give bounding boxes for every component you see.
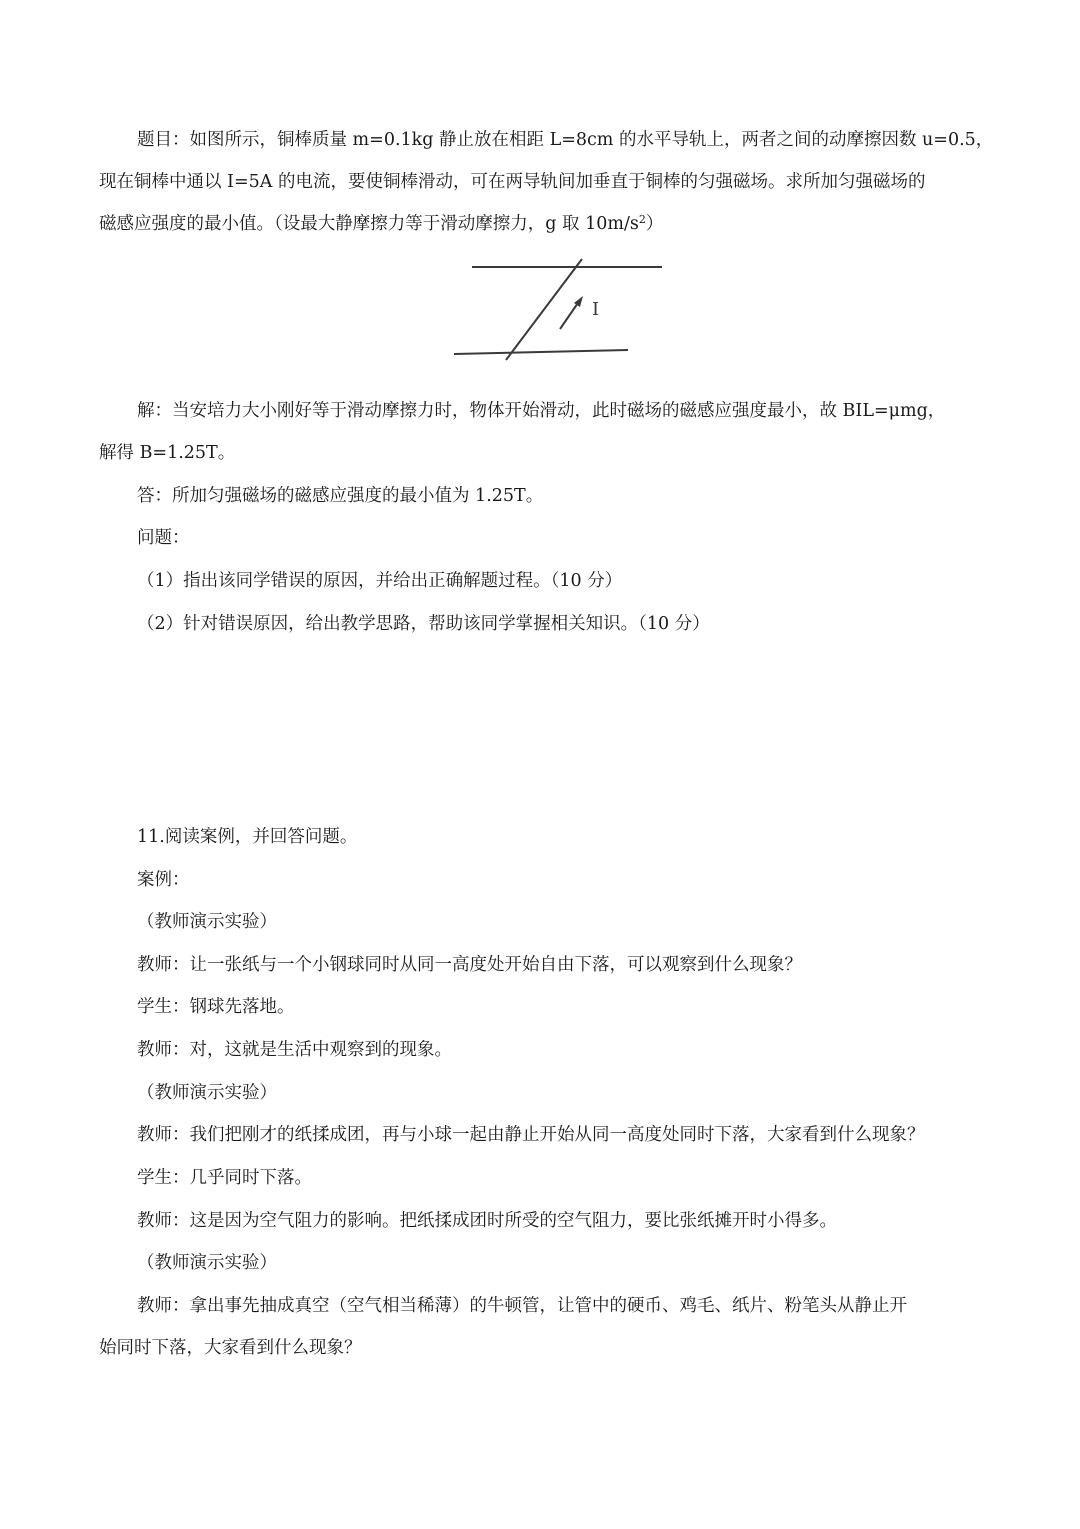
- teacher-line-1: 教师：让一张纸与一个小钢球同时从同一高度处开始自由下落，可以观察到什么现象？: [137, 955, 802, 975]
- question-2: （2）针对错误原因，给出教学思路，帮助该同学掌握相关知识。（10 分）: [137, 614, 710, 634]
- current-label: I: [592, 299, 600, 320]
- problem-line-1: 题目：如图所示，铜棒质量 m=0.1kg 静止放在相距 L=8cm 的水平导轨上，两者之间的动摩擦因数 u=0.5，: [137, 130, 994, 150]
- answer-line: 答：所加匀强磁场的磁感应强度的最小值为 1.25T。: [137, 486, 544, 506]
- lower-rail: [454, 350, 628, 354]
- teacher-demo-1: （教师演示实验）: [137, 912, 277, 932]
- teacher-line-3: 教师：我们把刚才的纸揉成团，再与小球一起由静止开始从同一高度处同时下落，大家看到什么现象？: [137, 1125, 925, 1145]
- problem-line-2: 现在铜棒中通以 I=5A 的电流，要使铜棒滑动，可在两导轨间加垂直于铜棒的匀强磁场。求所加匀强磁场的: [99, 172, 926, 192]
- case-label: 案例：: [137, 870, 190, 890]
- solution-line-2: 解得 B=1.25T。: [99, 443, 236, 463]
- problem-line-3: [99, 212, 989, 236]
- teacher-line-2: 教师：对，这就是生活中观察到的现象。: [137, 1040, 452, 1060]
- problem-line-3-text: 磁感应强度的最小值。（设最大静摩擦力等于滑动摩擦力，g 取 10m/s: [99, 214, 639, 234]
- teacher-demo-2: （教师演示实验）: [137, 1083, 277, 1103]
- rail-rod-figure: [448, 253, 668, 365]
- problem-line-3-end: ）: [645, 214, 664, 234]
- copper-rod: [506, 259, 582, 360]
- teacher-line-5b: 始同时下落，大家看到什么现象？: [99, 1338, 362, 1358]
- teacher-line-4: 教师：这是因为空气阻力的影响。把纸揉成团时所受的空气阻力，要比张纸摊开时小得多。: [137, 1211, 837, 1231]
- solution-line-1: 解：当安培力大小刚好等于滑动摩擦力时，物体开始滑动，此时磁场的磁感应强度最小，故 BIL=μmg，: [137, 401, 946, 421]
- student-line-1: 学生：钢球先落地。: [137, 997, 295, 1017]
- superscript-2: 2: [638, 213, 646, 226]
- question-1: （1）指出该同学错误的原因，并给出正确解题过程。（10 分）: [137, 571, 623, 591]
- questions-label: 问题：: [137, 528, 190, 548]
- case-11-title: 11.阅读案例，并回答问题。: [137, 827, 358, 847]
- student-line-2: 学生：几乎同时下落。: [137, 1168, 312, 1188]
- teacher-line-5a: 教师：拿出事先抽成真空（空气相当稀薄）的牛顿管，让管中的硬币、鸡毛、纸片、粉笔头从静止开: [137, 1296, 907, 1316]
- teacher-demo-3: （教师演示实验）: [137, 1253, 277, 1273]
